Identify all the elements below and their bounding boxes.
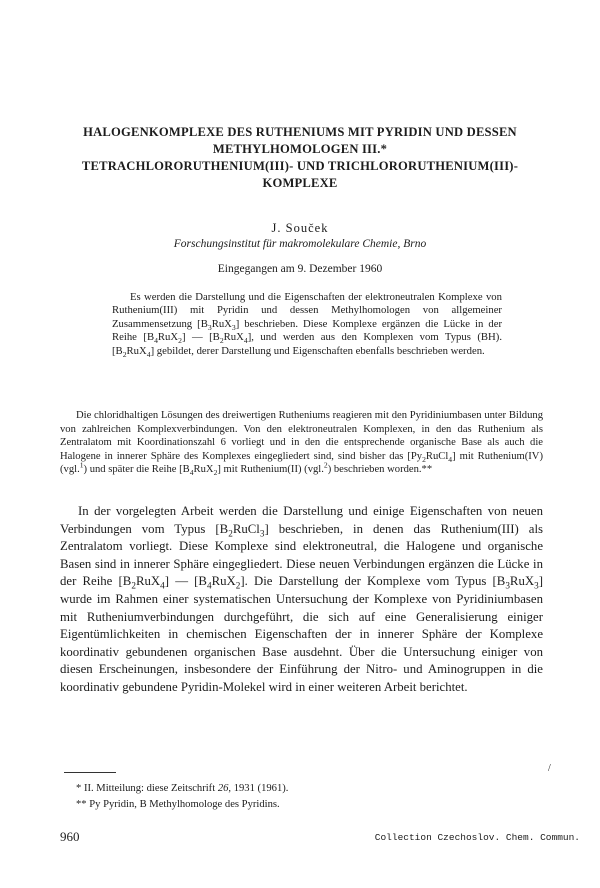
citation-ref: 1 [79,460,84,470]
author-name: J. Souček [271,221,329,235]
title-line: TETRACHLORORUTHENIUM(III)- UND TRICHLORORUTHENIUM(III)- [81,159,519,173]
footnote-rule [64,772,116,773]
received-date: Eingegangen am 9. Dezember 1960 [217,263,383,275]
intro-paragraph: Die chloridhaltigen Lösungen des dreiwertigen Rutheniums reagieren mit den Pyridiniumbasen unter Bildung von zahlreichen Komplexverbindungen. Von den elektroneutralen Komplexen, in den das Ruthenium als Zentralatom mit Koordinationszahl 6 vorliegt und in den die entsprechende organische Base als auch die Halogene in innerer Sphäre des Komplexes eingegliedert sind, sind bisher das $[Py_2RuCl_4]$ mit Ruthenium(IV) (vgl.$^1$) und später die Reihe $[B_4RuX_2]$ mit Ruthenium(II) (vgl.$^2$) beschrieben worden.** [60,410,543,478]
page-number: 960 [60,829,80,844]
author-institution: Forschungsinstitut für makromolekulare Chemie, Brno [173,238,427,250]
title-line: METHYLHOMOLOGEN III.* [212,142,388,156]
journal-name: Collection Czechoslov. Chem. Commun. [374,832,580,843]
title-line: HALOGENKOMPLEXE DES RUTHENIUMS MIT PYRIDIN UND DESSEN [83,125,517,139]
article-title [50,124,550,192]
footnote-2: ** Py Pyridin, B Methylhomologe des Pyridins. [76,799,280,810]
citation-ref: 2 [323,460,328,470]
title-line: KOMPLEXE [262,176,338,190]
body-paragraph: In der vorgelegten Arbeit werden die Darstellung und einige Eigenschaften von neuen Verbindungen vom Typus $[B_2RuCl_3]$ beschrieben, in denen das Ruthenium(III) als Zentralatom vorliegt. Diese Komplexe sind elektroneutral, die Halogene und organische Basen sind in innerer Sphäre eingegliedert. Diese neuen Verbindungen ergänzen die Lücke in der Reihe $[B_2RuX_4]$ — $[B_4RuX_2]$. Die Darstellung der Komplexe vom Typus $[B_3RuX_3]$ wurde im Rahmen einer systematischen Untersuchung der Komplexe von Pyridiniumbasen mit Rutheniumverbindungen durchgeführt, die sich auf eine Generalisierung einiger Eigentümlichkeiten in chemischen Eigenschaften der in innerer Sphäre der Komplexe koordinativ gebundenen organischen Base ausdehnt. Über die Untersuchung einiger von diesen Erscheinungen, insbesondere der Einführung der Nitro- und Aminogruppen in die koordinativ gebundene Pyridin-Molekel wird in einer weiteren Arbeit berichtet. [60,504,543,694]
margin-mark: / [548,763,551,774]
abstract: Es werden die Darstellung und die Eigenschaften der elektroneutralen Komplexe von Ruthenium(III) mit Pyridin und dessen Methylhomologen von allgemeiner Zusammensetzung $[B_3RuX_3]$ beschrieben. Diese Komplexe ergänzen die Lücke in der Reihe $[B_4RuX_2]$ — $[B_2RuX_4]$, und werden aus den Komplexen vom Typus (BH). $[B_2RuX_4]$ gebildet, derer Darstellung und Eigenschaften ebenfalls beschrieben werden. [112,291,503,359]
footnote-1: * II. Mitteilung: diese Zeitschrift 26, 1931 (1961). [76,783,289,794]
